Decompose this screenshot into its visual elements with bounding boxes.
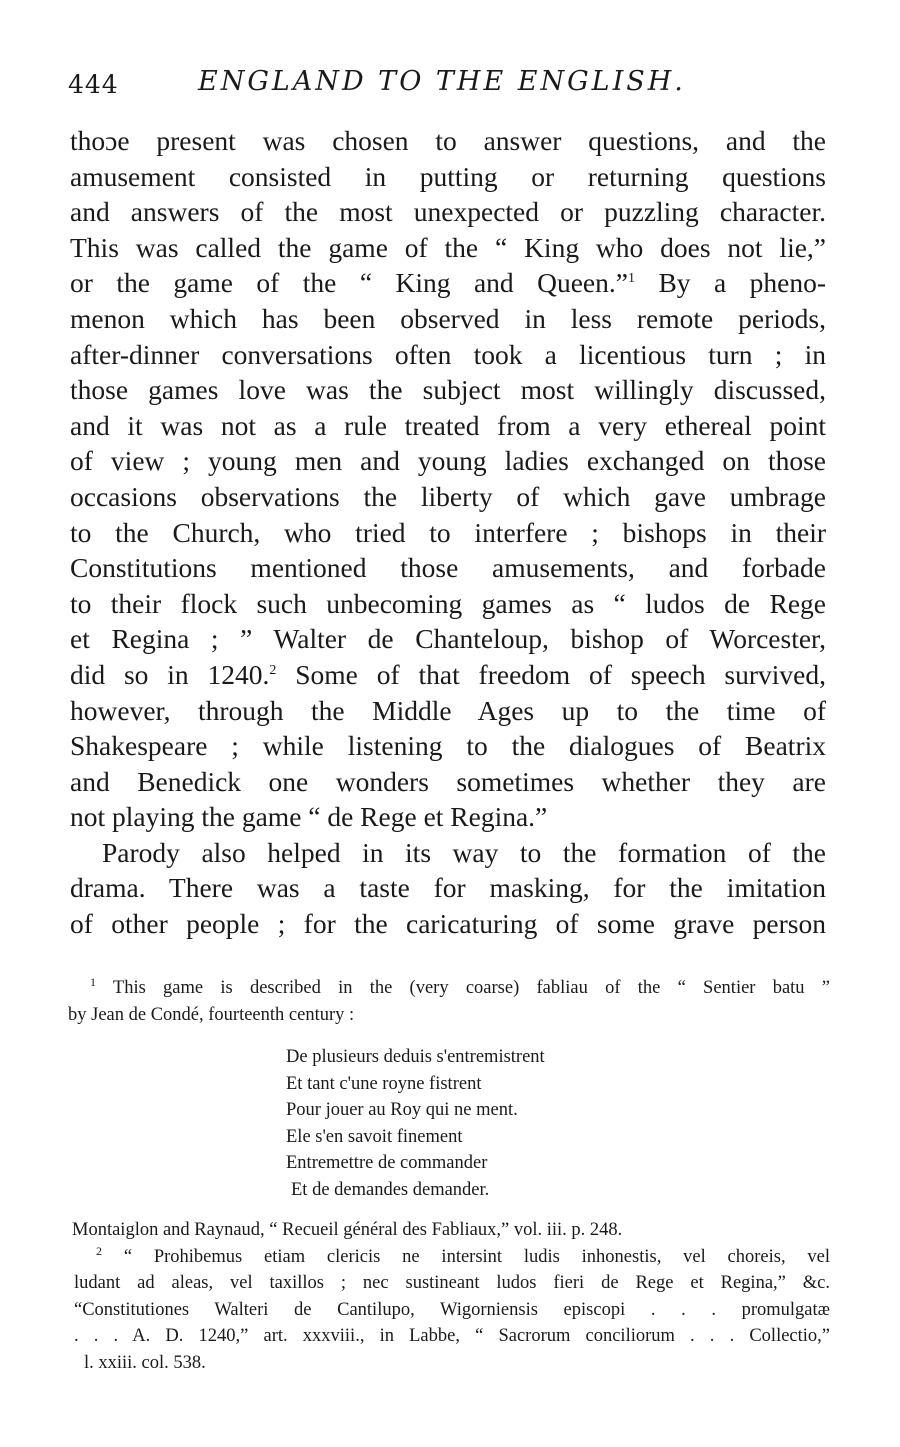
verse-quote xyxy=(286,1044,545,1204)
text-line: to their flock such unbecoming games as “ ludos de Rege xyxy=(70,587,826,619)
text-line: occasions observations the liberty of which gave umbrage xyxy=(70,480,826,512)
text-line: and answers of the most unexpected or puzzling character. xyxy=(70,196,826,228)
footnote-mark: 1 xyxy=(90,975,96,989)
text-line: those games love was the subject most willingly discussed, xyxy=(70,374,826,406)
verse-line: Et tant c'une royne fistrent xyxy=(286,1073,482,1094)
page-number: 444 xyxy=(68,70,119,99)
text-line: of other people ; for the caricaturing of some grave person xyxy=(70,908,826,940)
verse-line: Pour jouer au Roy qui ne ment. xyxy=(286,1100,518,1121)
footnote-line: . . . A. D. 1240,” art. xxxviii., in Labbe, “ Sacrorum conciliorum . . . Collectio,” xyxy=(74,1326,830,1347)
text-line: and it was not as a rule treated from a very ethereal point xyxy=(70,409,826,441)
text-line: Shakespeare ; while listening to the dialogues of Beatrix xyxy=(70,730,826,762)
footnote-line: $^2$ “ Prohibemus etiam clericis ne intersint ludis inhonestis, vel choreis, vel xyxy=(96,1243,830,1267)
footnote-line: ludant ad aleas, vel taxillos ; nec sustineant ludos fieri de Rege et Regina,” &c. xyxy=(74,1273,830,1294)
body-text xyxy=(70,123,826,942)
text-line: did so in 1240.$^2$ Some of that freedom of speech survived, xyxy=(70,658,826,690)
text-line: not playing the game “ de Rege et Regina.” xyxy=(70,801,548,833)
running-head: ENGLAND TO THE ENGLISH. xyxy=(198,66,686,97)
footnote-mark: 2 xyxy=(96,1243,102,1258)
text-line: however, through the Middle Ages up to the time of xyxy=(70,694,826,726)
footnote-line: “Constitutiones Walteri de Cantilupo, Wigorniensis episcopi . . . promulgatæ xyxy=(74,1299,830,1320)
footnote-2 xyxy=(74,1217,830,1377)
text-line: or the game of the “ King and Queen.”$^1$ By a pheno- xyxy=(70,267,827,299)
footnote-ref[interactable]: 2 xyxy=(269,662,277,678)
text-line: menon which has been observed in less remote periods, xyxy=(70,302,826,334)
verse-line: De plusieurs deduis s'entremistrent xyxy=(286,1047,545,1067)
footnote-line: l. xxiii. col. 538. xyxy=(84,1352,206,1373)
footnote-line: by Jean de Condé, fourteenth century : xyxy=(68,1004,355,1025)
text-line: et Regina ; ” Walter de Chanteloup, bishop of Worcester, xyxy=(70,623,826,655)
text-line: drama. There was a taste for masking, for the imitation xyxy=(70,872,826,904)
verse-line: Entremettre de commander xyxy=(286,1153,488,1174)
page-header xyxy=(68,66,838,106)
text-line: thoɔe present was chosen to answer questions, and the xyxy=(70,125,826,156)
text-line: after-dinner conversations often took a licentious turn ; in xyxy=(70,338,826,370)
verse-line: Ele s'en savoit finement xyxy=(286,1126,463,1147)
footnote-line: $^1$ This game is described in the (very coarse) fabliau of the “ Sentier batu ” xyxy=(90,975,831,998)
footnote-ref[interactable]: 1 xyxy=(627,271,635,287)
text-line: Constitutions mentioned those amusements, and forbade xyxy=(70,552,826,584)
verse-line: Et de demandes demander. xyxy=(291,1179,490,1200)
text-line: and Benedick one wonders sometimes whether they are xyxy=(70,765,826,797)
footnote-1 xyxy=(68,975,830,1028)
text-line: Parody also helped in its way to the formation of the xyxy=(102,836,826,868)
text-line: of view ; young men and young ladies exchanged on those xyxy=(70,445,826,477)
footnote-source: Montaiglon and Raynaud, “ Recueil général des Fabliaux,” vol. iii. p. 248. xyxy=(72,1220,623,1240)
text-line: amusement consisted in putting or returning questions xyxy=(70,160,826,192)
text-line: This was called the game of the “ King who does not lie,” xyxy=(70,231,826,263)
text-line: to the Church, who tried to interfere ; bishops in their xyxy=(70,516,826,548)
